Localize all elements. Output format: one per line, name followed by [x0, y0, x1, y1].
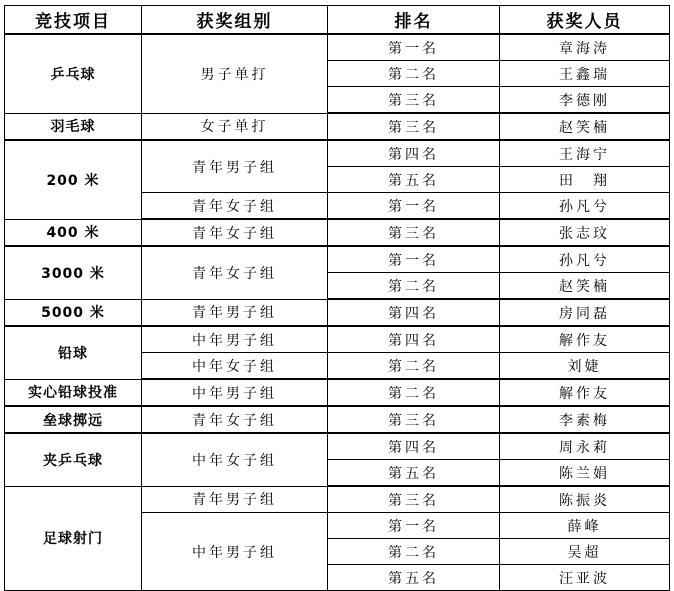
rank-cell: 第四名 — [328, 140, 500, 167]
rank-cell: 第三名 — [328, 406, 500, 433]
group-cell: 中年男子组 — [142, 513, 328, 591]
table-row — [5, 486, 670, 513]
header-row — [5, 6, 670, 35]
rank-cell: 第四名 — [328, 299, 500, 326]
winner-cell: 章海涛 — [500, 34, 670, 61]
winner-cell: 陈兰娟 — [500, 460, 670, 487]
winner-cell: 王海宁 — [500, 140, 670, 167]
rank-cell: 第一名 — [328, 193, 500, 220]
group-cell: 中年男子组 — [142, 379, 328, 406]
table-row — [5, 406, 670, 433]
rank-cell: 第一名 — [328, 513, 500, 539]
table-row — [5, 379, 670, 406]
table-row — [5, 433, 670, 460]
rank-cell: 第一名 — [328, 246, 500, 273]
table-row — [5, 34, 670, 61]
event-cell: 夹乒乓球 — [5, 433, 142, 486]
table-row — [5, 246, 670, 273]
event-cell: 实心铅球投准 — [5, 379, 142, 406]
winner-cell: 王鑫瑞 — [500, 61, 670, 87]
table-row — [5, 113, 670, 140]
rank-cell: 第一名 — [328, 34, 500, 61]
event-cell: 乒乓球 — [5, 34, 142, 113]
event-cell: 3000 米 — [5, 246, 142, 299]
event-cell: 200 米 — [5, 140, 142, 219]
event-cell: 足球射门 — [5, 486, 142, 591]
table-row — [5, 219, 670, 246]
winner-cell: 孙凡兮 — [500, 193, 670, 220]
rank-cell: 第四名 — [328, 326, 500, 353]
rank-cell: 第二名 — [328, 273, 500, 300]
header-group: 获奖组别 — [142, 6, 328, 35]
winner-cell: 孙凡兮 — [500, 246, 670, 273]
group-cell: 青年男子组 — [142, 299, 328, 326]
group-cell: 青年女子组 — [142, 246, 328, 299]
group-cell: 青年男子组 — [142, 140, 328, 193]
group-cell: 青年女子组 — [142, 406, 328, 433]
winner-cell: 赵笑楠 — [500, 273, 670, 300]
winner-cell: 陈振炎 — [500, 486, 670, 513]
group-cell: 中年女子组 — [142, 353, 328, 380]
winner-cell: 房同磊 — [500, 299, 670, 326]
winner-cell: 张志玟 — [500, 219, 670, 246]
rank-cell: 第三名 — [328, 113, 500, 140]
event-cell: 铅球 — [5, 326, 142, 379]
rank-cell: 第三名 — [328, 87, 500, 114]
winner-cell: 解作友 — [500, 326, 670, 353]
event-cell: 羽毛球 — [5, 113, 142, 140]
rank-cell: 第二名 — [328, 353, 500, 380]
rank-cell: 第二名 — [328, 539, 500, 565]
table-row — [5, 326, 670, 353]
header-winner: 获奖人员 — [500, 6, 670, 35]
winner-cell: 吴超 — [500, 539, 670, 565]
awards-table-container — [4, 5, 670, 591]
rank-cell: 第五名 — [328, 565, 500, 591]
table-row — [5, 140, 670, 167]
rank-cell: 第三名 — [328, 219, 500, 246]
winner-cell: 田 翔 — [500, 167, 670, 193]
winner-cell: 李素梅 — [500, 406, 670, 433]
group-cell: 中年男子组 — [142, 326, 328, 353]
event-cell: 5000 米 — [5, 299, 142, 326]
group-cell: 男子单打 — [142, 34, 328, 113]
group-cell: 青年女子组 — [142, 219, 328, 246]
rank-cell: 第二名 — [328, 379, 500, 406]
group-cell: 青年女子组 — [142, 193, 328, 220]
header-event: 竞技项目 — [5, 6, 142, 35]
rank-cell: 第三名 — [328, 486, 500, 513]
rank-cell: 第五名 — [328, 460, 500, 487]
winner-cell: 赵笑楠 — [500, 113, 670, 140]
table-row — [5, 299, 670, 326]
event-cell: 400 米 — [5, 219, 142, 246]
event-cell: 垒球掷远 — [5, 406, 142, 433]
winner-cell: 解作友 — [500, 379, 670, 406]
winner-cell: 汪亚波 — [500, 565, 670, 591]
awards-table — [4, 5, 670, 591]
group-cell: 女子单打 — [142, 113, 328, 140]
rank-cell: 第五名 — [328, 167, 500, 193]
rank-cell: 第二名 — [328, 61, 500, 87]
winner-cell: 薛峰 — [500, 513, 670, 539]
rank-cell: 第四名 — [328, 433, 500, 460]
header-rank: 排名 — [328, 6, 500, 35]
group-cell: 青年男子组 — [142, 486, 328, 513]
group-cell: 中年女子组 — [142, 433, 328, 486]
winner-cell: 刘婕 — [500, 353, 670, 380]
winner-cell: 李德刚 — [500, 87, 670, 114]
winner-cell: 周永莉 — [500, 433, 670, 460]
